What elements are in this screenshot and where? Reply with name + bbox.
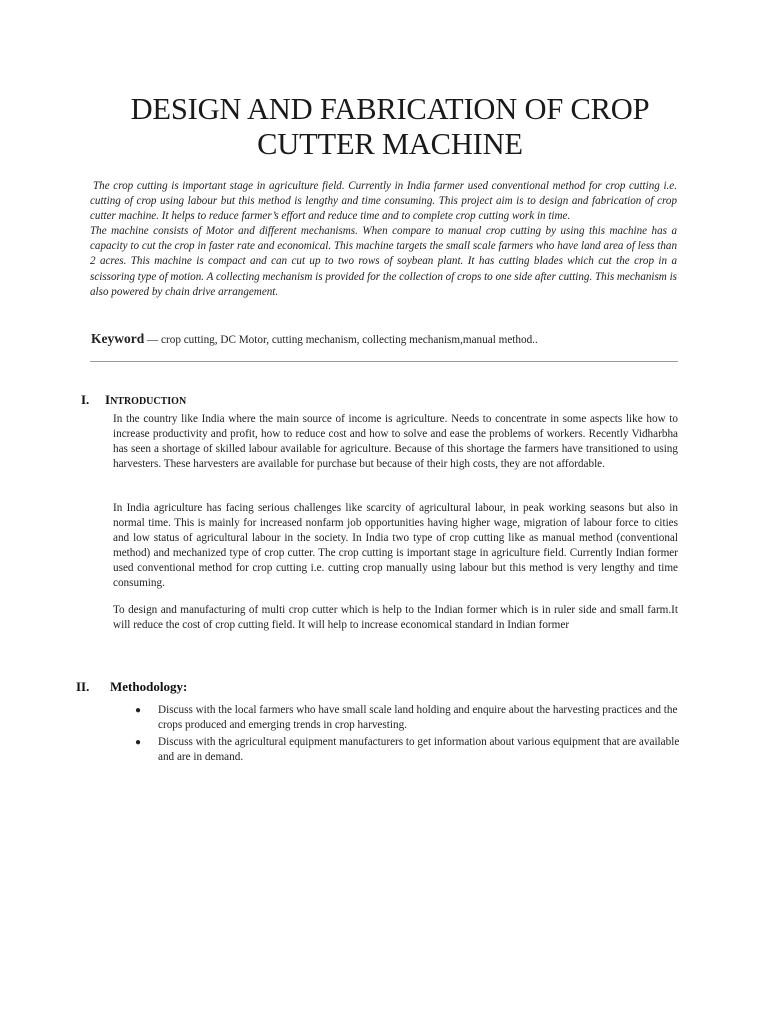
section-title: Methodology: xyxy=(110,679,188,694)
keywords-text: crop cutting, DC Motor, cutting mechanism, collecting mechanism,manual method.. xyxy=(161,334,538,346)
paper-title-line-2: CUTTER MACHINE xyxy=(257,127,523,161)
abstract-paragraph-2: The machine consists of Motor and different mechanisms. When compare to manual crop cutting by using this machine has a capacity to cut the crop in faster rate and economical. This machine targets the small scale farmers who have land area of less than 2 acres. This machine is compact and can cut up to two rows of soybean plant. It has cutting blades which cut the crop in a scissoring type of motion. A collecting mechanism is provided for the collection of crops to one side after cutting. This mechanism is also powered by chain drive arrangement. xyxy=(90,225,677,298)
bullet-icon: ● xyxy=(135,705,142,716)
paragraph-text: In India agriculture has facing serious challenges like scarcity of agricultural labour, in peak working seasons but also in normal time. This is mainly for increased nonfarm job opportunities having higher wage, migration of labour force to cities and low status of agricultural labour in the society. In India two type of crop cutting like as manual method (conventional method) and mechanized type of crop cutter. The crop cutting is important stage in agriculture field. Currently Indian former used conventional method for crop cutting i.e. cutting crop manually using labour but this method is very lengthy and time consuming. xyxy=(113,502,678,590)
paragraph-text: To design and manufacturing of multi crop cutter which is help to the Indian former which is in ruler side and small farm.It will reduce the cost of crop cutting field. It will help to increase economical standard in Indian former xyxy=(113,604,678,632)
paper-title xyxy=(60,92,720,162)
introduction-paragraph-3 xyxy=(113,603,678,633)
section-title-initial: I xyxy=(105,392,111,407)
list-item-text: Discuss with the agricultural equipment manufacturers to get information about various equipment that are available and are in demand. xyxy=(158,736,680,763)
paragraph-text: In the country like India where the main source of income is agriculture. Needs to concentrate in some aspects like how to increase productivity and profit, how to reduce cost and how to solve and ease the problems of workers. Recently Vidharbha has seen a shortage of skilled labour available for agriculture. Because of this shortage the farmers have transitioned to using harvesters. These harvesters are available for purchase but because of their high costs, they are not affordable. xyxy=(113,413,678,471)
abstract-paragraph-1: The crop cutting is important stage in agriculture field. Currently in India farmer used conventional method for crop cutting i.e. cutting of crop using labour but this method is lengthy and time consuming. This project aim is to design and fabrication of crop cutter machine. It helps to reduce farmer’s effort and reduce time and to complete crop cutting work in time. xyxy=(90,180,677,223)
section-number: I. xyxy=(81,392,90,407)
introduction-paragraph-1 xyxy=(113,412,678,472)
list-item xyxy=(133,735,683,765)
keywords-line xyxy=(91,331,681,347)
section-divider xyxy=(90,361,678,362)
methodology-list xyxy=(133,703,683,767)
keywords-label: Keyword xyxy=(91,331,145,346)
section-heading-methodology xyxy=(76,679,187,695)
abstract xyxy=(90,179,677,300)
paper-title-line-1: DESIGN AND FABRICATION OF CROP xyxy=(130,92,650,126)
section-heading-introduction xyxy=(81,392,186,408)
keywords-dash: — xyxy=(144,334,162,346)
section-number: II. xyxy=(76,679,90,694)
introduction-paragraph-2 xyxy=(113,501,678,592)
bullet-icon: ● xyxy=(135,737,142,748)
list-item-text: Discuss with the local farmers who have small scale land holding and enquire about the harvesting practices and the crops produced and emerging trends in crop harvesting. xyxy=(158,704,678,731)
list-item xyxy=(133,703,683,733)
section-title-rest: NTRODUCTION xyxy=(110,396,187,407)
